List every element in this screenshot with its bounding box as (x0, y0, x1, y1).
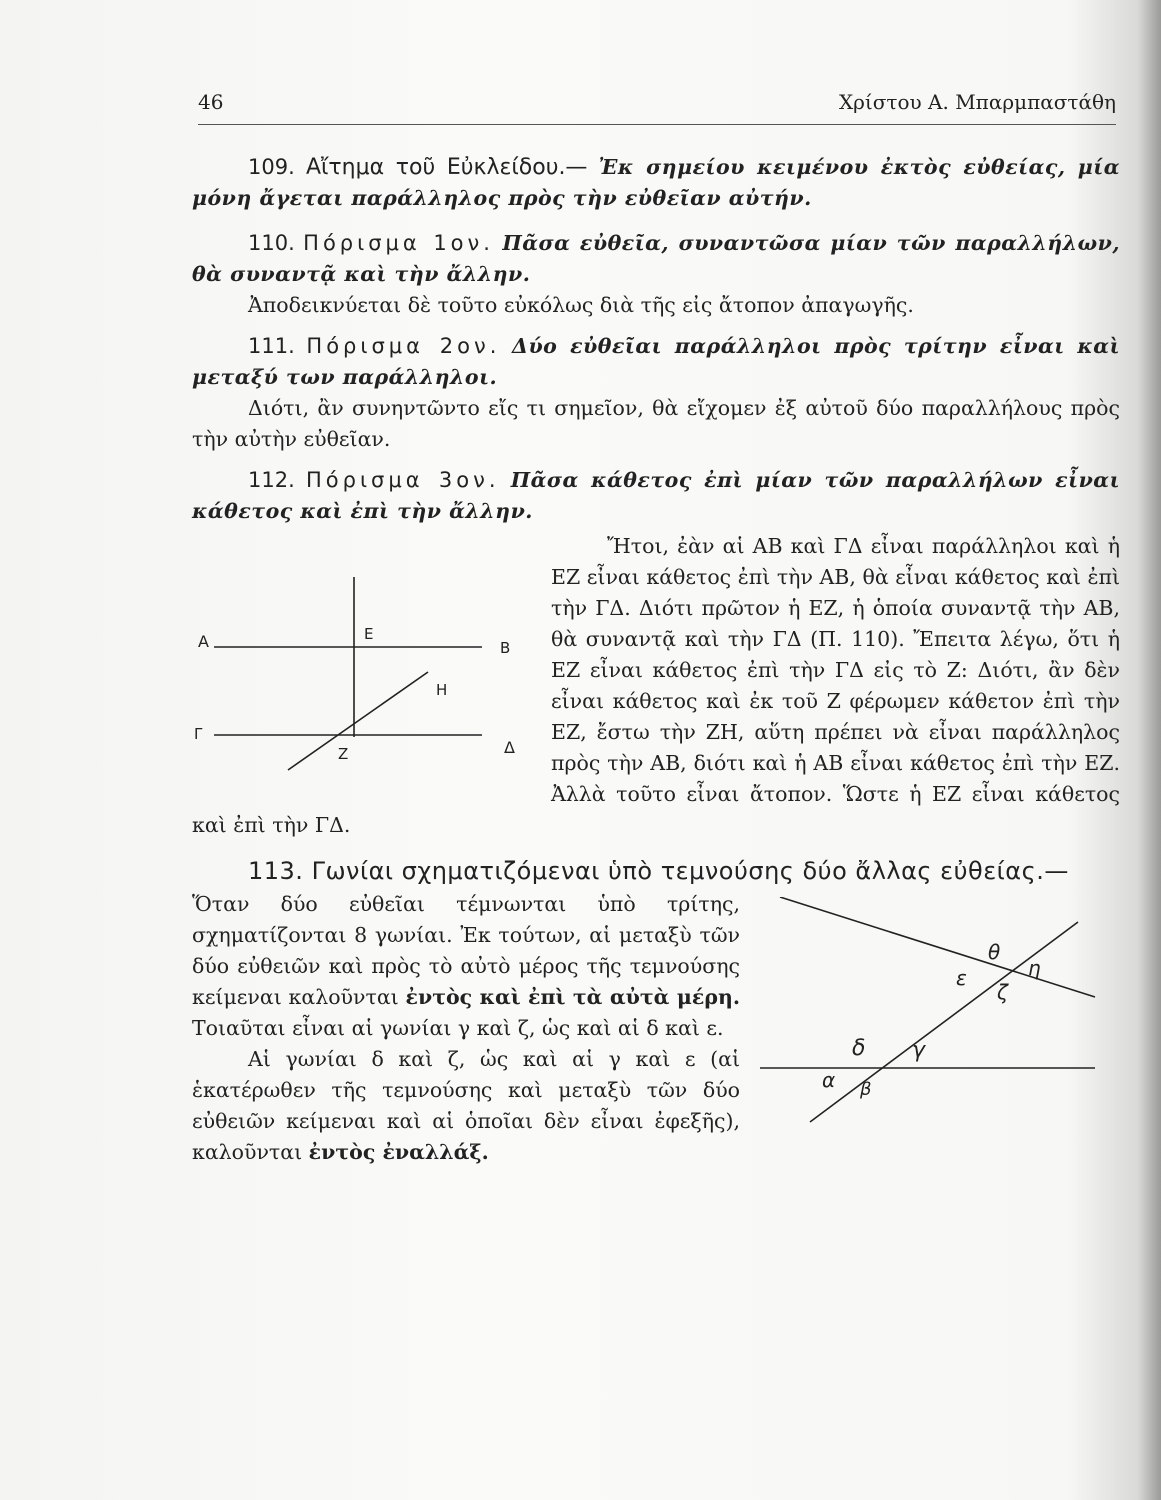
upper-line (780, 897, 1095, 997)
section-111 (192, 331, 1120, 393)
transversal-figure (760, 897, 1120, 1147)
label-epsilon: ε (956, 966, 967, 990)
section-number: 113. (248, 857, 304, 885)
section-113-alternate-text: Αἱ γωνίαι δ καὶ ζ, ὡς καὶ αἱ γ καὶ ε (αἱ ἑκατέρωθεν τῆς τεμνούσης καὶ μεταξὺ τῶν δύο εὐθειῶν κείμεναι καὶ αἱ ὁποῖαι δὲν εἶναι ἐφεξῆς), καλοῦνται (192, 1047, 740, 1164)
section-title: Πόρισμα 1ον. (303, 231, 494, 255)
section-111-proof: Διότι, ἂν συνηντῶντο εἴς τι σημεῖον, θὰ εἴχομεν ἐξ αὐτοῦ δύο παραλλήλους πρὸς τὴν αὐτὴν εὐθεῖαν. (192, 396, 1120, 451)
section-113-intro: Ὅταν δύο εὐθεῖαι τέμνωνται ὑπὸ τρίτης, σχηματίζονται 8 γωνίαι. Ἐκ τούτων, αἱ μεταξὺ τῶν δύο εὐθειῶν καὶ πρὸς τὸ αὐτὸ μέρος τῆς τεμνούσης κείμεναι καλοῦνται (192, 892, 740, 1009)
section-110 (192, 228, 1120, 290)
label-e: Ε (364, 625, 374, 643)
label-z: Ζ (338, 745, 349, 763)
label-delta: δ (852, 1036, 866, 1061)
line-zh (288, 672, 428, 770)
label-alpha: α (822, 1068, 836, 1092)
section-title: Πόρισμα 2ον. (306, 334, 501, 358)
section-112 (192, 465, 1120, 527)
running-head (198, 90, 1116, 125)
term-same-side: ἐντὸς καὶ ἐπὶ τὰ αὐτὰ μέρη. (405, 985, 740, 1009)
page-number: 46 (198, 90, 224, 114)
section-number: 111. (248, 334, 295, 358)
author-name: Χρίστου Α. Μπαρμπαστάθη (838, 90, 1116, 114)
section-statement: Πᾶσα κάθετος ἐπὶ μίαν τῶν παραλλήλων εἶναι κάθετος καὶ ἐπὶ τὴν ἄλλην. (192, 468, 1120, 523)
label-zeta: ζ (997, 980, 1008, 1004)
section-number: 109. (248, 155, 295, 179)
section-title: Πόρισμα 3ον. (305, 468, 500, 492)
label-eta: η (1028, 956, 1041, 980)
label-a: Α (198, 632, 209, 651)
section-113-heading (192, 853, 1120, 889)
label-theta: θ (988, 940, 1001, 964)
section-112-proof: Ἤτοι, ἐὰν αἱ ΑΒ καὶ ΓΔ εἶναι παράλληλοι καὶ ἡ ΕΖ εἶναι κάθετος ἐπὶ τὴν ΑΒ, θὰ εἶναι κάθετος καὶ ἐπὶ τὴν ΓΔ. Διότι πρῶτον ἡ ΕΖ, ἡ ὁποία συναντᾷ τὴν ΑΒ, θὰ συναντᾷ καὶ τὴν ΓΔ (Π. 110). Ἔπειτα λέγω, ὅτι ἡ ΕΖ εἶναι κάθετος ἐπὶ τὴν ΓΔ εἰς τὸ Ζ: Διότι, ἂν δὲν εἶναι κάθετος καὶ ἐκ τοῦ Ζ φέρωμεν κάθετον ἐπὶ τὴν ΕΖ, ἔστω τὴν ΖΗ, αὕτη πρέπει νὰ εἶναι παράλληλος πρὸς τὴν ΑΒ, διότι καὶ ἡ ΑΒ εἶναι κάθετος ἐπὶ τὴν ΕΖ. Ἀλλὰ τοῦτο εἶναι ἄτοπον. Ὥστε ἡ ΕΖ εἶναι κάθετος καὶ ἐπὶ τὴν ΓΔ. (192, 534, 1120, 837)
section-110-proof: Ἀποδεικνύεται δὲ τοῦτο εὐκόλως διὰ τῆς εἰς ἄτοπον ἀπαγωγῆς. (248, 293, 914, 317)
section-statement: Πᾶσα εὐθεῖα, συναντῶσα μίαν τῶν παραλλήλων, θὰ συναντᾷ καὶ τὴν ἄλλην. (192, 231, 1120, 286)
section-109 (192, 152, 1120, 214)
section-113 (192, 853, 1120, 1168)
label-beta: β (860, 1079, 872, 1100)
section-statement: Ἐκ σημείου κειμένου ἐκτὸς εὐθείας, μία μόνη ἄγεται παράλληλος πρὸς τὴν εὐθεῖαν αὐτήν. (192, 155, 1120, 210)
section-112-proof-block (192, 531, 1120, 841)
label-b: Β (500, 639, 511, 657)
section-title: Αἴτημα τοῦ Εὐκλείδου.— (305, 155, 588, 180)
parallel-lines-figure (192, 577, 537, 787)
label-gamma: γ (912, 1038, 926, 1063)
label-d: Δ (504, 738, 515, 757)
section-title: Γωνίαι σχηματιζόμεναι ὑπὸ τεμνούσης δύο ἄλλας εὐθείας.— (311, 857, 1069, 885)
section-number: 110. (248, 231, 295, 255)
term-alternate: ἐντὸς ἐναλλάξ. (308, 1140, 489, 1164)
section-113-example: Τοιαῦται εἶναι αἱ γωνίαι γ καὶ ζ, ὡς καὶ αἱ δ καὶ ε. (192, 1016, 724, 1040)
label-h: Η (436, 681, 448, 699)
transversal-line (810, 922, 1078, 1122)
label-g: Γ (194, 725, 203, 743)
page-body (192, 152, 1120, 1168)
section-statement: Δύο εὐθεῖαι παράλληλοι πρὸς τρίτην εἶναι καὶ μεταξύ των παράλληλοι. (192, 334, 1120, 389)
section-number: 112. (248, 468, 295, 492)
